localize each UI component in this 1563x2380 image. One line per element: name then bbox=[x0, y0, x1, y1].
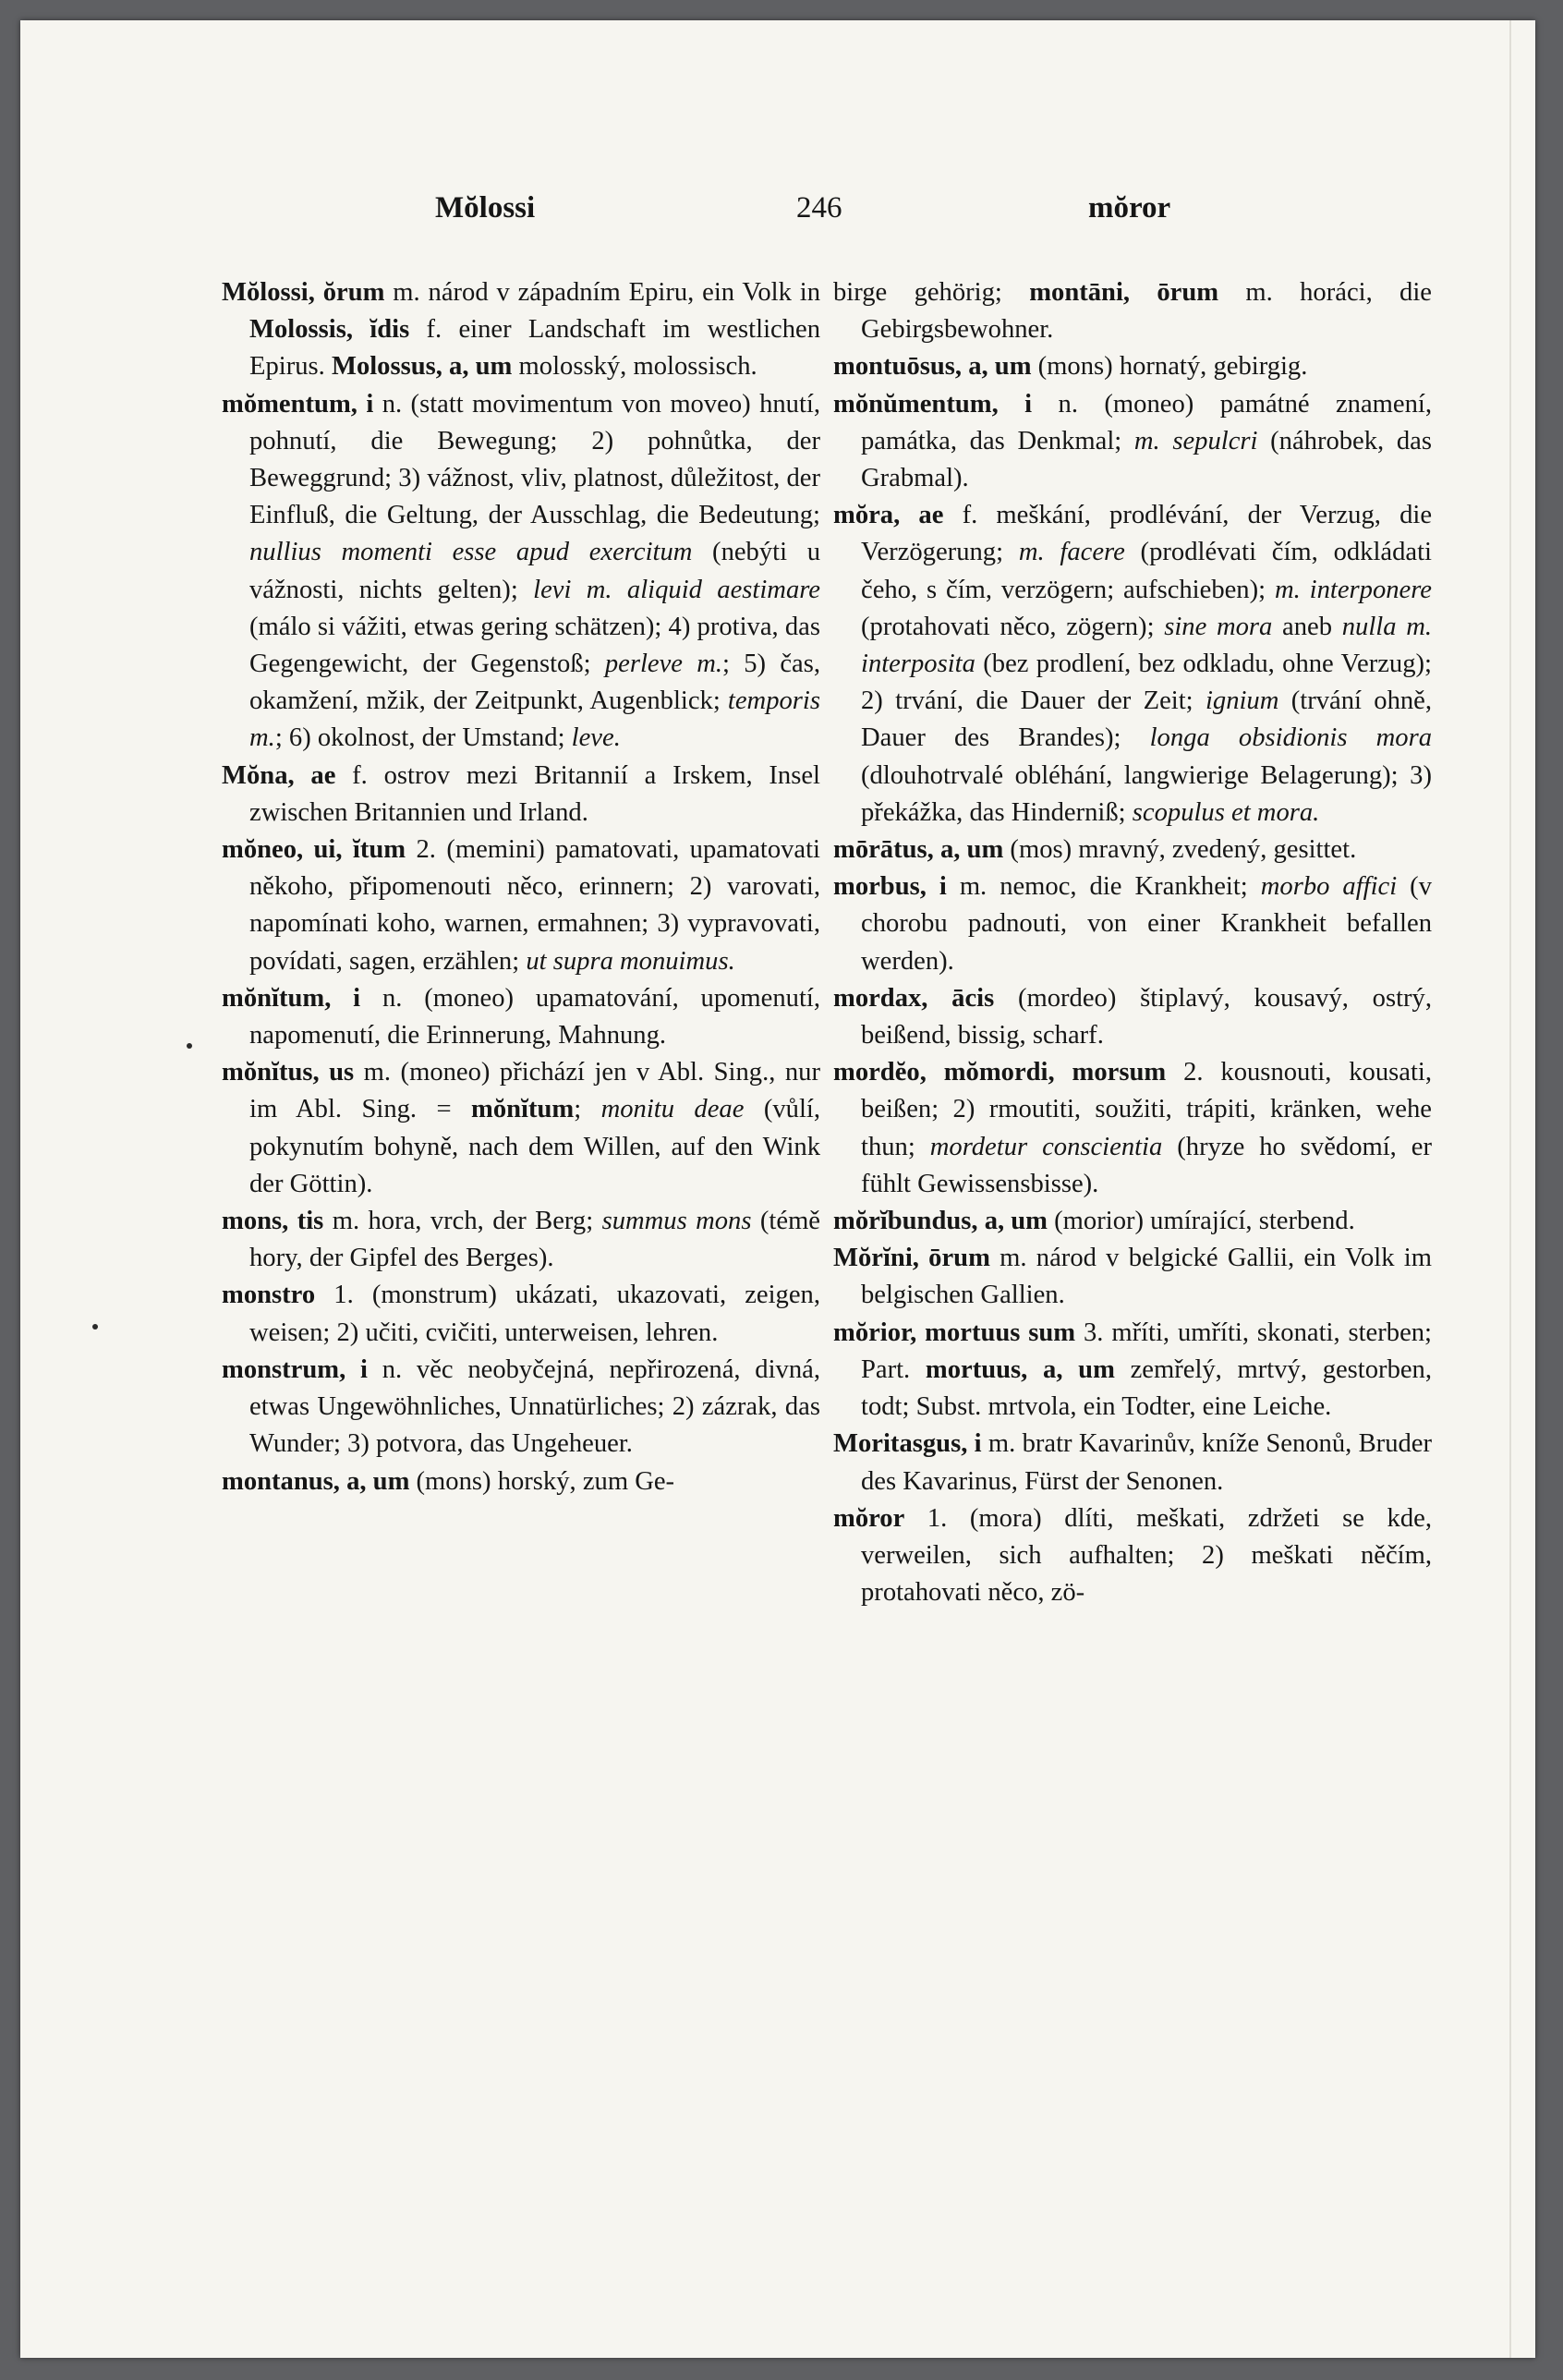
entry-text: 3. mříti, umříti, skonati, sterben; Part. bbox=[861, 1318, 1432, 1384]
page-header bbox=[20, 191, 1535, 239]
entry-text: (náhrobek, das Grabmal). bbox=[861, 426, 1432, 493]
entry-example: leve. bbox=[571, 723, 621, 753]
entry-headword: montāni, ōrum bbox=[1029, 278, 1219, 307]
entry-example: longa obsidionis mora bbox=[1149, 723, 1432, 753]
entry-text: (bez prodlení, bez odkladu, ohne Verzug); 2) trvání, die Dauer der Zeit; bbox=[861, 650, 1432, 716]
dictionary-entry bbox=[222, 758, 820, 832]
entry-headword: mŏmentum, i bbox=[222, 389, 374, 419]
dictionary-entry bbox=[833, 1203, 1432, 1240]
dictionary-entry bbox=[833, 497, 1432, 832]
entry-headword: morbus, i bbox=[833, 872, 947, 902]
entry-example: ut supra monuimus. bbox=[526, 946, 735, 976]
entry-headword: Molossis, ĭdis bbox=[249, 315, 410, 345]
entry-headword: mŏnŭmentum, i bbox=[833, 389, 1033, 419]
dictionary-entry bbox=[833, 1240, 1432, 1314]
entry-text: (v chorobu padnouti, von einer Krankheit befallen werden). bbox=[861, 872, 1432, 976]
entry-text: molosský, molossisch. bbox=[512, 352, 757, 382]
entry-headword: mŏneo, ui, ĭtum bbox=[222, 835, 406, 865]
entry-text: m. bratr Kavarinův, kníže Senonů, Bruder des Kavarinus, Fürst der Senonen. bbox=[861, 1429, 1433, 1496]
entry-example: levi m. aliquid aestimare bbox=[533, 575, 821, 604]
entry-example: sine mora bbox=[1164, 612, 1273, 641]
header-left-guideword: Mŏlossi bbox=[435, 191, 536, 225]
margin-dot bbox=[187, 1043, 192, 1049]
entry-headword: mons, tis bbox=[222, 1207, 324, 1236]
entry-text: (mons) hornatý, gebirgig. bbox=[1031, 352, 1308, 382]
entry-headword: mŏror bbox=[833, 1503, 905, 1533]
entry-text: (dlouhotrvalé obléhání, langwierige Belagerung); 3) překážka, das Hinderniß; bbox=[861, 760, 1432, 827]
entry-text: f. meškání, prodlévání, der Verzug, die Verzögerung; bbox=[861, 501, 1433, 567]
entry-text: birge gehörig; bbox=[833, 278, 1030, 307]
entry-headword: monstro bbox=[222, 1281, 316, 1310]
entry-text: aneb bbox=[1272, 612, 1342, 641]
entry-headword: mŏnĭtus, us bbox=[222, 1058, 355, 1087]
entry-headword: monstrum, i bbox=[222, 1354, 368, 1384]
header-right-guideword: mŏror bbox=[1088, 191, 1171, 225]
entry-text: (morior) umírající, sterbend. bbox=[1048, 1207, 1355, 1236]
entry-text: ; 6) okolnost, der Umstand; bbox=[274, 723, 572, 753]
dictionary-entry bbox=[222, 832, 820, 980]
entry-text: (nebýti u vážnosti, nichts gelten); bbox=[249, 538, 820, 604]
entry-example: summus mons bbox=[601, 1207, 752, 1236]
entry-text: m. nemoc, die Krankheit; bbox=[946, 872, 1261, 902]
dictionary-entry bbox=[833, 980, 1432, 1054]
entry-headword: mŏra, ae bbox=[833, 501, 944, 530]
entry-headword: mŏrior, mortuus sum bbox=[833, 1318, 1076, 1347]
entry-text: n. věc neobyčejná, nepřirozená, divná, etwas Ungewöhnliches, Unnatürliches; 2) zázrak, das Wunder; 3) potvora, das Ungeheuer. bbox=[249, 1354, 820, 1459]
dictionary-entry bbox=[222, 1203, 820, 1277]
entry-headword: mŏnĭtum, i bbox=[222, 983, 361, 1013]
entry-headword: Moritasgus, i bbox=[833, 1429, 982, 1459]
entry-example: mordetur conscientia bbox=[929, 1132, 1163, 1161]
entry-text: m. (moneo) přichází jen v Abl. Sing., nur im Abl. Sing. = bbox=[249, 1058, 820, 1124]
entry-text: ; bbox=[574, 1095, 601, 1124]
entry-headword: Molossus, a, um bbox=[331, 352, 513, 382]
entry-text: (prodlévati čím, odkládati čeho, s čím, verzögern; aufschieben); bbox=[861, 538, 1432, 604]
entry-example: nullius momenti esse apud exercitum bbox=[249, 538, 693, 567]
entry-example: m. facere bbox=[1018, 538, 1125, 567]
entry-text: 2. (memini) pamatovati, upamatovati někoho, připomenouti něco, erinnern; 2) varovati, napomínati koho, warnen, ermahnen; 3) vypravovati, povídati, sagen, erzählen; bbox=[249, 835, 821, 976]
dictionary-entry bbox=[222, 1352, 820, 1463]
entry-headword: mōrātus, a, um bbox=[833, 835, 1004, 865]
entry-example: nulla m. interposita bbox=[861, 612, 1432, 679]
entry-text: 2. kousnouti, kousati, beißen; 2) rmoutiti, soužiti, trápiti, kränken, wehe thun; bbox=[861, 1058, 1432, 1161]
entry-text: (málo si vážiti, etwas gering schätzen); 4) protiva, das Gegengewicht, der Gegenstoß; bbox=[249, 612, 820, 679]
dictionary-entry bbox=[833, 274, 1432, 348]
entry-headword: mŏnĭtum bbox=[471, 1095, 575, 1124]
entry-text: f. einer Landschaft im westlichen Epirus. bbox=[249, 315, 820, 382]
entry-text: f. ostrov mezi Britannií a Irskem, Insel zwischen Britannien und Irland. bbox=[249, 760, 820, 827]
entry-headword: montuōsus, a, um bbox=[833, 352, 1032, 382]
entry-text: m. národ v belgické Gallii, ein Volk im belgischen Gallien. bbox=[861, 1244, 1432, 1310]
dictionary-entry bbox=[833, 1500, 1432, 1612]
entry-headword: mordĕo, mŏmordi, morsum bbox=[833, 1058, 1167, 1087]
dictionary-entry bbox=[222, 1054, 820, 1203]
entry-headword: mortuus, a, um bbox=[925, 1354, 1115, 1384]
entry-text: (mos) mravný, zvedený, gesittet. bbox=[1003, 835, 1357, 865]
entry-headword: montanus, a, um bbox=[222, 1466, 410, 1496]
entry-example: morbo affici bbox=[1260, 872, 1398, 902]
entry-example: ignium bbox=[1205, 686, 1279, 716]
entry-example: perleve m. bbox=[604, 650, 723, 679]
entry-headword: mŏrĭbundus, a, um bbox=[833, 1207, 1048, 1236]
dictionary-entry bbox=[222, 274, 820, 386]
entry-headword: Mŏrĭni, ōrum bbox=[833, 1244, 990, 1273]
entry-text: (protahovati něco, zögern); bbox=[861, 612, 1165, 641]
dictionary-entry bbox=[833, 386, 1432, 498]
entry-example: m. interponere bbox=[1274, 575, 1432, 604]
page-number: 246 bbox=[796, 191, 842, 225]
entry-headword: Mŏlossi, ŏrum bbox=[222, 278, 385, 307]
left-column bbox=[222, 274, 820, 1500]
dictionary-entry bbox=[222, 386, 820, 758]
entry-text: (vůlí, pokynutím bohyně, nach dem Willen, auf den Wink der Göttin). bbox=[249, 1095, 820, 1198]
dictionary-entry bbox=[222, 1277, 820, 1351]
entry-text: 1. (mora) dlíti, meškati, zdržeti se kde, verweilen, sich aufhalten; 2) meškati něčím, protahovati něco, zö- bbox=[861, 1503, 1432, 1608]
dictionary-entry bbox=[833, 1315, 1432, 1427]
entry-text: (mons) horský, zum Ge- bbox=[409, 1466, 675, 1496]
entry-text: m. národ v západním Epiru, ein Volk in bbox=[384, 278, 820, 307]
dictionary-entry bbox=[833, 1054, 1432, 1203]
right-column bbox=[833, 274, 1432, 1611]
dictionary-entry bbox=[833, 832, 1432, 868]
entry-example: temporis m. bbox=[249, 686, 820, 753]
entry-text: n. (moneo) památné znamení, památka, das Denkmal; bbox=[861, 389, 1432, 455]
entry-text: (mordeo) štiplavý, kousavý, ostrý, beißend, bissig, scharf. bbox=[861, 983, 1432, 1050]
dictionary-entry bbox=[222, 980, 820, 1054]
entry-text: m. horáci, die Gebirgsbewohner. bbox=[861, 278, 1432, 345]
entry-text: m. hora, vrch, der Berg; bbox=[323, 1207, 602, 1236]
entry-example: scopulus et mora. bbox=[1132, 797, 1320, 827]
entry-text: (hryze ho svědomí, er fühlt Gewissensbisse). bbox=[861, 1132, 1432, 1198]
entry-headword: Mŏna, ae bbox=[222, 760, 336, 790]
entry-example: m. sepulcri bbox=[1133, 426, 1258, 455]
margin-dot bbox=[92, 1324, 98, 1330]
dictionary-entry bbox=[833, 868, 1432, 980]
dictionary-entry bbox=[833, 1426, 1432, 1500]
entry-example: monitu deae bbox=[600, 1095, 745, 1124]
dictionary-page bbox=[20, 20, 1535, 2358]
entry-text: zemřelý, mrtvý, gestorben, todt; Subst. mrtvola, ein Todter, eine Leiche. bbox=[861, 1354, 1433, 1422]
entry-text: n. (statt movimentum von moveo) hnutí, pohnutí, die Bewegung; 2) pohnůtka, der Beweggrund; 3) vážnost, vliv, platnost, důležitost, der Einfluß, die Geltung, der Ausschlag, die Bedeutung; bbox=[249, 389, 820, 530]
entry-text: (témě hory, der Gipfel des Berges). bbox=[249, 1207, 820, 1273]
entry-text: ; 5) čas, okamžení, mžik, der Zeitpunkt, Augenblick; bbox=[249, 650, 820, 716]
dictionary-entry bbox=[222, 1463, 820, 1500]
dictionary-entry bbox=[833, 348, 1432, 385]
entry-headword: mordax, ācis bbox=[833, 983, 995, 1013]
page-edge-shadow bbox=[1509, 20, 1511, 2358]
entry-text: (trvání ohně, Dauer des Brandes); bbox=[861, 686, 1433, 753]
entry-text: n. (moneo) upamatování, upomenutí, napomenutí, die Erinnerung, Mahnung. bbox=[249, 983, 820, 1050]
entry-text: 1. (monstrum) ukázati, ukazovati, zeigen, weisen; 2) učiti, cvičiti, unterweisen, lehren. bbox=[249, 1281, 820, 1347]
